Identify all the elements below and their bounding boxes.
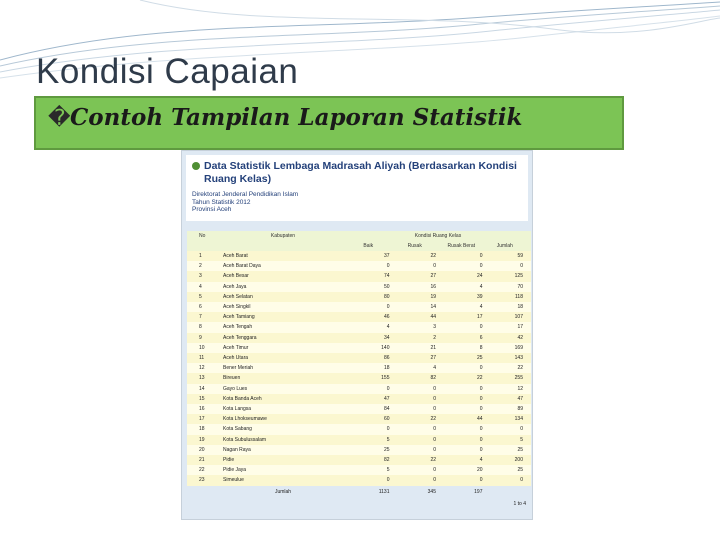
row-kabupaten: Aceh Tamiang xyxy=(221,312,345,322)
row-jumlah: 18 xyxy=(485,302,532,312)
row-no: 9 xyxy=(187,333,221,343)
row-rusak-berat: 20 xyxy=(438,465,485,475)
row-kabupaten: Aceh Tenggara xyxy=(221,333,345,343)
info-icon xyxy=(192,162,200,170)
row-rusak: 0 xyxy=(392,465,439,475)
row-rusak: 0 xyxy=(392,404,439,414)
row-kabupaten: Pidie Jaya xyxy=(221,465,345,475)
header-no: No xyxy=(187,231,221,241)
table-row xyxy=(187,475,531,485)
report-meta-line: Tahun Statistik 2012 xyxy=(192,198,251,206)
table-row xyxy=(187,261,531,271)
row-rusak-berat: 0 xyxy=(438,404,485,414)
row-baik: 155 xyxy=(345,373,392,383)
row-jumlah: 0 xyxy=(485,424,532,434)
row-jumlah: 0 xyxy=(485,475,532,485)
row-rusak: 22 xyxy=(392,414,439,424)
table-total-row xyxy=(187,486,531,499)
row-jumlah: 5 xyxy=(485,435,532,445)
row-no: 12 xyxy=(187,363,221,373)
row-no: 4 xyxy=(187,282,221,292)
total-spacer xyxy=(187,486,221,499)
row-kabupaten: Simeulue xyxy=(221,475,345,485)
row-no: 5 xyxy=(187,292,221,302)
table-row xyxy=(187,414,531,424)
table-row xyxy=(187,465,531,475)
row-jumlah: 255 xyxy=(485,373,532,383)
row-jumlah: 17 xyxy=(485,322,532,332)
row-no: 16 xyxy=(187,404,221,414)
report-screenshot xyxy=(181,150,533,520)
row-no: 22 xyxy=(187,465,221,475)
row-no: 14 xyxy=(187,384,221,394)
row-kabupaten: Kota Sabang xyxy=(221,424,345,434)
row-baik: 0 xyxy=(345,384,392,394)
row-rusak-berat: 22 xyxy=(438,373,485,383)
row-jumlah: 89 xyxy=(485,404,532,414)
row-rusak-berat: 6 xyxy=(438,333,485,343)
row-rusak-berat: 25 xyxy=(438,353,485,363)
row-rusak-berat: 4 xyxy=(438,282,485,292)
row-jumlah: 134 xyxy=(485,414,532,424)
row-jumlah: 42 xyxy=(485,333,532,343)
row-kabupaten: Bireuen xyxy=(221,373,345,383)
bullet-icon: � xyxy=(48,106,71,131)
row-baik: 0 xyxy=(345,261,392,271)
row-kabupaten: Aceh Singkil xyxy=(221,302,345,312)
row-rusak-berat: 0 xyxy=(438,261,485,271)
row-kabupaten: Pidie xyxy=(221,455,345,465)
total-jumlah xyxy=(485,486,532,499)
table-row xyxy=(187,353,531,363)
table-subheader-row xyxy=(187,241,531,251)
table-row xyxy=(187,292,531,302)
row-rusak: 0 xyxy=(392,261,439,271)
row-jumlah: 118 xyxy=(485,292,532,302)
row-rusak: 0 xyxy=(392,475,439,485)
row-baik: 0 xyxy=(345,475,392,485)
row-rusak: 22 xyxy=(392,251,439,261)
row-rusak: 0 xyxy=(392,394,439,404)
row-jumlah: 0 xyxy=(485,261,532,271)
row-jumlah: 125 xyxy=(485,271,532,281)
row-jumlah: 59 xyxy=(485,251,532,261)
row-rusak-berat: 8 xyxy=(438,343,485,353)
row-baik: 86 xyxy=(345,353,392,363)
row-kabupaten: Aceh Selatan xyxy=(221,292,345,302)
slide-title: Kondisi Capaian xyxy=(36,52,299,91)
total-label: Jumlah xyxy=(221,486,345,499)
header-kabupaten: Kabupaten xyxy=(221,231,345,241)
row-rusak-berat: 4 xyxy=(438,302,485,312)
row-rusak-berat: 0 xyxy=(438,394,485,404)
row-no: 7 xyxy=(187,312,221,322)
row-kabupaten: Kota Subulussalam xyxy=(221,435,345,445)
row-rusak: 14 xyxy=(392,302,439,312)
row-jumlah: 169 xyxy=(485,343,532,353)
row-jumlah: 25 xyxy=(485,445,532,455)
row-rusak-berat: 0 xyxy=(438,322,485,332)
row-kabupaten: Aceh Utara xyxy=(221,353,345,363)
row-baik: 46 xyxy=(345,312,392,322)
table-row xyxy=(187,394,531,404)
report-meta xyxy=(192,191,298,214)
row-kabupaten: Kota Banda Aceh xyxy=(221,394,345,404)
table-row xyxy=(187,343,531,353)
row-rusak-berat: 0 xyxy=(438,475,485,485)
table-row xyxy=(187,445,531,455)
row-jumlah: 107 xyxy=(485,312,532,322)
row-baik: 0 xyxy=(345,424,392,434)
row-rusak: 0 xyxy=(392,435,439,445)
row-rusak-berat: 24 xyxy=(438,271,485,281)
row-no: 10 xyxy=(187,343,221,353)
row-baik: 37 xyxy=(345,251,392,261)
row-baik: 18 xyxy=(345,363,392,373)
row-no: 21 xyxy=(187,455,221,465)
row-rusak-berat: 0 xyxy=(438,445,485,455)
row-kabupaten: Aceh Besar xyxy=(221,271,345,281)
total-baik: 1131 xyxy=(345,486,392,499)
row-baik: 5 xyxy=(345,465,392,475)
row-rusak-berat: 17 xyxy=(438,312,485,322)
table-row xyxy=(187,251,531,261)
row-jumlah: 12 xyxy=(485,384,532,394)
table-row xyxy=(187,312,531,322)
row-rusak: 0 xyxy=(392,424,439,434)
row-kabupaten: Aceh Timur xyxy=(221,343,345,353)
slide-subtitle: Contoh Tampilan Laporan Statistik xyxy=(70,104,523,131)
table-row xyxy=(187,455,531,465)
row-rusak-berat: 0 xyxy=(438,363,485,373)
row-rusak-berat: 0 xyxy=(438,384,485,394)
row-no: 15 xyxy=(187,394,221,404)
row-kabupaten: Aceh Barat Daya xyxy=(221,261,345,271)
row-no: 13 xyxy=(187,373,221,383)
row-baik: 50 xyxy=(345,282,392,292)
row-rusak: 27 xyxy=(392,353,439,363)
row-kabupaten: Nagan Raya xyxy=(221,445,345,455)
table-row xyxy=(187,384,531,394)
report-title: Data Statistik Lembaga Madrasah Aliyah (Berdasarkan Kondisi Ruang Kelas) xyxy=(204,160,517,185)
row-baik: 47 xyxy=(345,394,392,404)
row-no: 19 xyxy=(187,435,221,445)
row-baik: 140 xyxy=(345,343,392,353)
row-no: 3 xyxy=(187,271,221,281)
report-meta-line: Provinsi Aceh xyxy=(192,206,232,213)
row-rusak: 2 xyxy=(392,333,439,343)
row-jumlah: 25 xyxy=(485,465,532,475)
table-row xyxy=(187,322,531,332)
row-baik: 60 xyxy=(345,414,392,424)
row-rusak: 16 xyxy=(392,282,439,292)
row-jumlah: 22 xyxy=(485,363,532,373)
row-no: 11 xyxy=(187,353,221,363)
row-kabupaten: Bener Meriah xyxy=(221,363,345,373)
row-jumlah: 47 xyxy=(485,394,532,404)
row-rusak: 19 xyxy=(392,292,439,302)
row-rusak: 44 xyxy=(392,312,439,322)
header-jumlah: Jumlah xyxy=(485,241,532,251)
table-row xyxy=(187,302,531,312)
row-no: 23 xyxy=(187,475,221,485)
row-baik: 25 xyxy=(345,445,392,455)
table-row xyxy=(187,363,531,373)
report-header xyxy=(186,155,528,221)
row-no: 6 xyxy=(187,302,221,312)
row-baik: 84 xyxy=(345,404,392,414)
row-baik: 5 xyxy=(345,435,392,445)
total-rusak-berat: 197 xyxy=(438,486,485,499)
row-baik: 74 xyxy=(345,271,392,281)
row-no: 1 xyxy=(187,251,221,261)
table-row xyxy=(187,282,531,292)
row-kabupaten: Aceh Jaya xyxy=(221,282,345,292)
row-jumlah: 143 xyxy=(485,353,532,363)
page-indicator: 1 to 4 xyxy=(513,501,526,507)
row-baik: 34 xyxy=(345,333,392,343)
row-baik: 80 xyxy=(345,292,392,302)
statistics-table xyxy=(187,231,531,499)
row-rusak-berat: 0 xyxy=(438,435,485,445)
row-rusak: 0 xyxy=(392,445,439,455)
table-row xyxy=(187,271,531,281)
row-jumlah: 70 xyxy=(485,282,532,292)
row-kabupaten: Kota Lhokseumawe xyxy=(221,414,345,424)
row-baik: 82 xyxy=(345,455,392,465)
row-kabupaten: Aceh Tengah xyxy=(221,322,345,332)
table-row xyxy=(187,333,531,343)
row-kabupaten: Kota Langsa xyxy=(221,404,345,414)
table-row xyxy=(187,373,531,383)
header-group: Kondisi Ruang Kelas xyxy=(345,231,531,241)
subtitle-banner xyxy=(34,96,624,150)
row-rusak-berat: 4 xyxy=(438,455,485,465)
row-rusak: 82 xyxy=(392,373,439,383)
row-baik: 0 xyxy=(345,302,392,312)
header-baik: Baik xyxy=(345,241,392,251)
row-rusak: 22 xyxy=(392,455,439,465)
row-rusak-berat: 44 xyxy=(438,414,485,424)
table-row xyxy=(187,435,531,445)
row-rusak: 3 xyxy=(392,322,439,332)
row-rusak-berat: 39 xyxy=(438,292,485,302)
row-baik: 4 xyxy=(345,322,392,332)
row-rusak-berat: 0 xyxy=(438,251,485,261)
row-no: 18 xyxy=(187,424,221,434)
table-row xyxy=(187,424,531,434)
table-row xyxy=(187,404,531,414)
row-rusak: 0 xyxy=(392,384,439,394)
row-no: 20 xyxy=(187,445,221,455)
table-header-row xyxy=(187,231,531,241)
report-meta-line: Direktorat Jenderal Pendidikan Islam xyxy=(192,191,299,198)
row-no: 2 xyxy=(187,261,221,271)
row-kabupaten: Aceh Barat xyxy=(221,251,345,261)
total-rusak: 345 xyxy=(392,486,439,499)
row-kabupaten: Gayo Lues xyxy=(221,384,345,394)
row-rusak: 21 xyxy=(392,343,439,353)
row-rusak-berat: 0 xyxy=(438,424,485,434)
row-jumlah: 200 xyxy=(485,455,532,465)
header-rusak: Rusak xyxy=(392,241,439,251)
row-no: 8 xyxy=(187,322,221,332)
header-rusak-berat: Rusak Berat xyxy=(438,241,485,251)
row-rusak: 4 xyxy=(392,363,439,373)
row-no: 17 xyxy=(187,414,221,424)
row-rusak: 27 xyxy=(392,271,439,281)
